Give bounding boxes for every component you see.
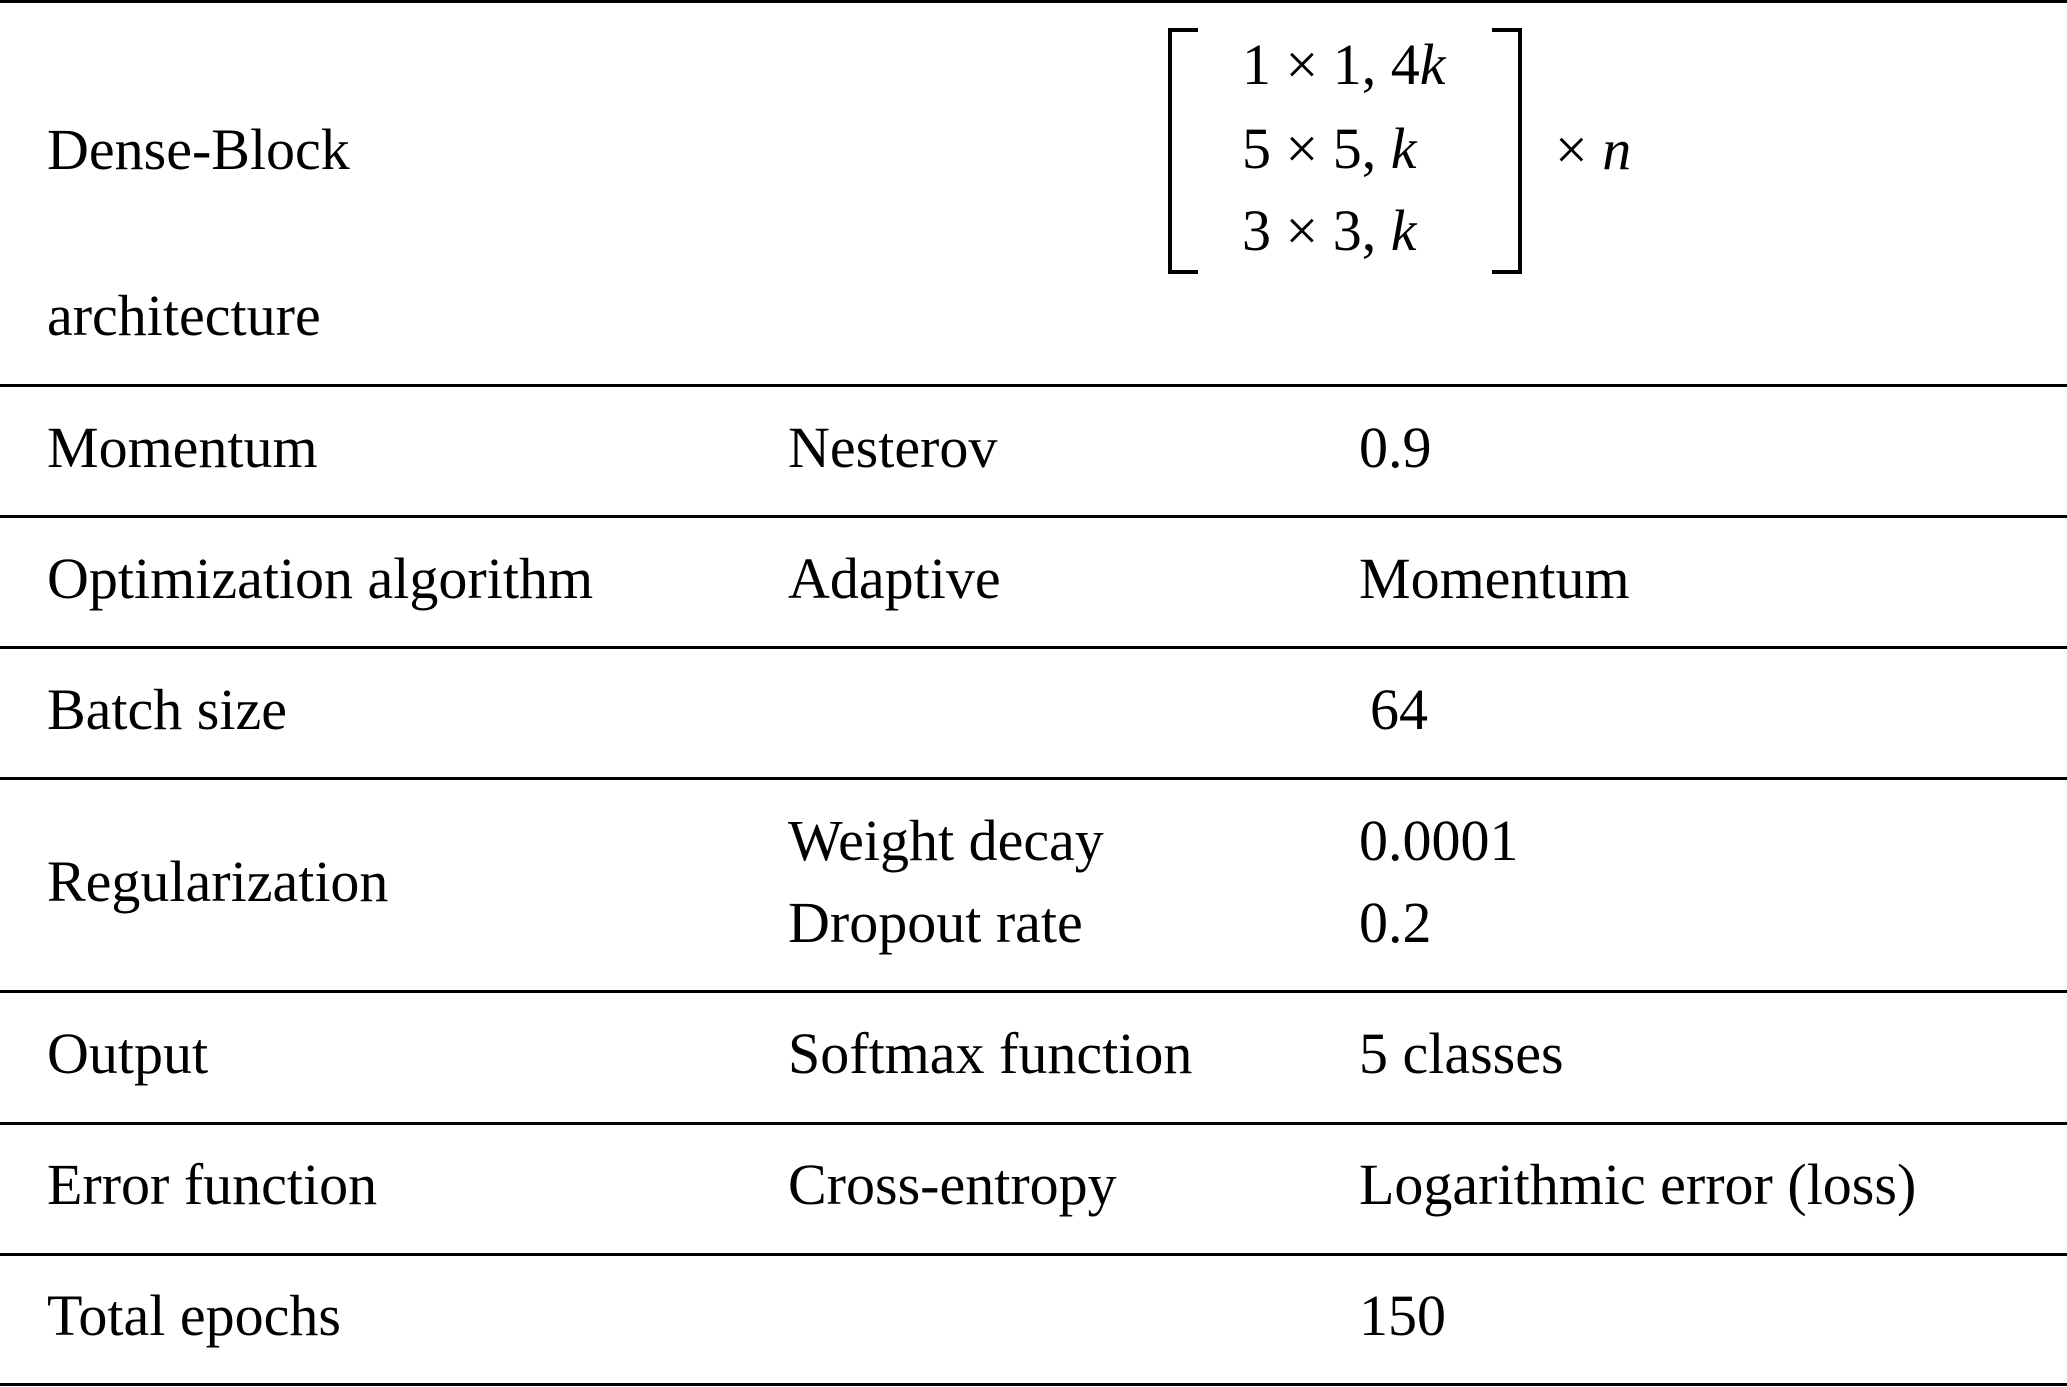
table-row-divider bbox=[0, 646, 2067, 649]
table-top-rule bbox=[0, 0, 2067, 3]
table-row-divider bbox=[0, 515, 2067, 518]
matrix-right-bracket bbox=[1492, 28, 1522, 274]
table-bottom-rule bbox=[0, 1383, 2067, 1386]
table-row-value: 5 classes bbox=[1359, 1021, 1564, 1086]
table-row-value: 0.0001 bbox=[1359, 808, 1519, 873]
table-row-param: Optimization algorithm bbox=[47, 546, 594, 611]
dense-block-matrix bbox=[1168, 28, 1528, 276]
dense-block-label-continued: architecture bbox=[47, 283, 321, 348]
table-row-param: Momentum bbox=[47, 415, 318, 480]
table-row-type: Dropout rate bbox=[788, 890, 1083, 955]
dense-block-label: Dense-Block bbox=[47, 117, 350, 182]
table-row-param: Error function bbox=[47, 1152, 378, 1217]
table-row-divider bbox=[0, 384, 2067, 387]
table-row-divider bbox=[0, 1253, 2067, 1256]
table-row-value: 64 bbox=[1370, 677, 1428, 742]
matrix-left-bracket bbox=[1168, 28, 1198, 274]
matrix-multiplier: × n bbox=[1555, 117, 1632, 182]
matrix-row: 3 × 3, k bbox=[1242, 198, 1417, 263]
matrix-row: 1 × 1, 4k bbox=[1242, 32, 1446, 97]
table-row-param: Batch size bbox=[47, 677, 287, 742]
table-row-value: 0.9 bbox=[1359, 415, 1432, 480]
table-row-value: 150 bbox=[1359, 1283, 1446, 1348]
table-row-type: Softmax function bbox=[788, 1021, 1193, 1086]
table-row-param: Total epochs bbox=[47, 1283, 341, 1348]
table-row-value: Momentum bbox=[1359, 546, 1630, 611]
table-row-value: Logarithmic error (loss) bbox=[1359, 1152, 1917, 1217]
table-row-divider bbox=[0, 990, 2067, 993]
table-row-param: Regularization bbox=[47, 849, 389, 914]
matrix-row: 5 × 5, k bbox=[1242, 116, 1417, 181]
table-row-divider bbox=[0, 777, 2067, 780]
table-row-type: Nesterov bbox=[788, 415, 998, 480]
table-row-param: Output bbox=[47, 1021, 209, 1086]
table-row-type: Weight decay bbox=[788, 808, 1104, 873]
table-row-type: Cross-entropy bbox=[788, 1152, 1117, 1217]
table-row-type: Adaptive bbox=[788, 546, 1001, 611]
table-row-value: 0.2 bbox=[1359, 890, 1432, 955]
table-row-divider bbox=[0, 1122, 2067, 1125]
